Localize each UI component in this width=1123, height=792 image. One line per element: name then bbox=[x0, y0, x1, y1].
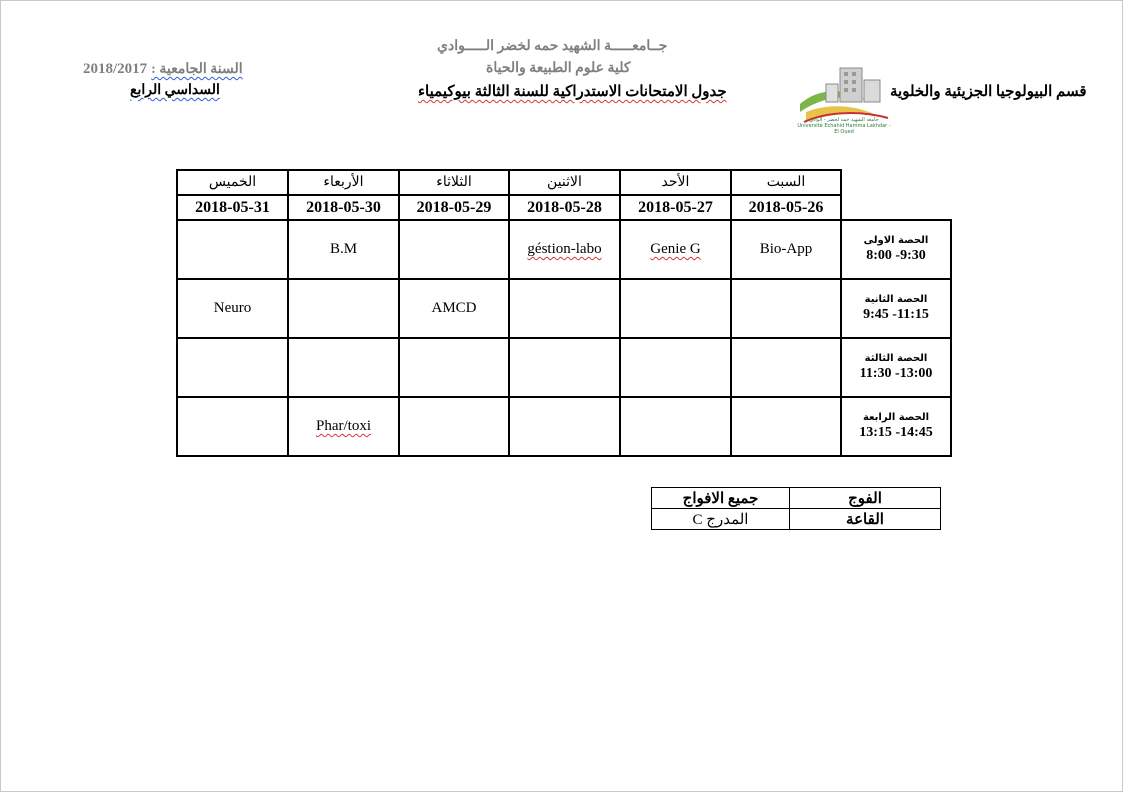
slot-label: الحصة الاولى bbox=[863, 235, 929, 246]
slot-header bbox=[841, 220, 951, 279]
exam-cell bbox=[620, 220, 731, 279]
exam-cell bbox=[177, 338, 288, 397]
department-name: قسم البيولوجيا الجزيئية والخلوية bbox=[890, 84, 1087, 100]
exam-cell bbox=[620, 338, 731, 397]
exam-cell bbox=[620, 279, 731, 338]
exam-cell bbox=[509, 338, 620, 397]
date-header: 2018-05-27 bbox=[620, 195, 731, 220]
exam-cell-text: Genie G bbox=[650, 241, 701, 257]
academic-year-label: السنة الجامعية : bbox=[151, 62, 243, 77]
day-header: الثلاثاء bbox=[399, 170, 509, 195]
room-row bbox=[652, 509, 941, 530]
date-header: 2018-05-30 bbox=[288, 195, 399, 220]
exam-cell bbox=[288, 397, 399, 456]
slot-time: 9:45 -11:15 bbox=[863, 307, 929, 322]
day-header: السبت bbox=[731, 170, 841, 195]
group-value: جميع الافواج bbox=[652, 488, 790, 509]
slot-label: الحصة الرابعة bbox=[862, 412, 930, 423]
slot-time: 13:15 -14:45 bbox=[859, 425, 933, 440]
exam-cell bbox=[509, 397, 620, 456]
day-header: الأحد bbox=[620, 170, 731, 195]
academic-year bbox=[83, 60, 243, 78]
schedule-table bbox=[176, 169, 952, 457]
corner-cell bbox=[841, 195, 951, 220]
university-name: جــامعـــــة الشهيد حمه لخضر الـــــوادي bbox=[437, 39, 668, 54]
exam-cell bbox=[731, 338, 841, 397]
academic-year-value: 2018/2017 bbox=[83, 61, 148, 77]
exam-cell-text: géstion-labo bbox=[527, 241, 602, 257]
exam-cell bbox=[177, 397, 288, 456]
exam-cell bbox=[288, 338, 399, 397]
dates-row bbox=[177, 195, 951, 220]
group-room-table bbox=[651, 487, 941, 530]
exam-cell bbox=[177, 220, 288, 279]
exam-cell bbox=[399, 397, 509, 456]
slot-header bbox=[841, 397, 951, 456]
room-value: المدرج C bbox=[652, 509, 790, 530]
exam-cell-text: Phar/toxi bbox=[316, 418, 371, 434]
group-row bbox=[652, 488, 941, 509]
days-row bbox=[177, 170, 951, 195]
faculty-name: كلية علوم الطبيعة والحياة bbox=[486, 61, 631, 76]
day-header: الأربعاء bbox=[288, 170, 399, 195]
schedule-title-text: جدول الامتحانات الاستدراكية للسنة الثالثة بيوكيمياء bbox=[418, 84, 727, 100]
exam-cell bbox=[509, 220, 620, 279]
semester-text: السداسي الرابع bbox=[130, 83, 220, 98]
exam-cell bbox=[731, 397, 841, 456]
slot-time: 11:30 -13:00 bbox=[859, 366, 933, 381]
exam-cell bbox=[399, 220, 509, 279]
slot-header bbox=[841, 279, 951, 338]
group-label: الفوج bbox=[790, 488, 941, 509]
corner-cell bbox=[841, 170, 951, 195]
date-header: 2018-05-26 bbox=[731, 195, 841, 220]
date-header: 2018-05-31 bbox=[177, 195, 288, 220]
date-header: 2018-05-29 bbox=[399, 195, 509, 220]
room-label: القاعة bbox=[790, 509, 941, 530]
group-room-info bbox=[651, 487, 941, 530]
exam-cell bbox=[509, 279, 620, 338]
day-header: الخميس bbox=[177, 170, 288, 195]
logo-caption bbox=[796, 117, 892, 135]
exam-cell bbox=[731, 279, 841, 338]
date-header: 2018-05-28 bbox=[509, 195, 620, 220]
exam-schedule bbox=[176, 169, 952, 457]
slot-row bbox=[177, 397, 951, 456]
exam-cell bbox=[288, 279, 399, 338]
exam-cell bbox=[399, 338, 509, 397]
slot-label: الحصة الثانية bbox=[864, 294, 928, 305]
day-header: الاثنين bbox=[509, 170, 620, 195]
exam-cell: B.M bbox=[288, 220, 399, 279]
logo-caption-ar: جامعة الشهيد حمه لخضر - الوادي bbox=[809, 117, 879, 123]
slot-row bbox=[177, 220, 951, 279]
slot-row bbox=[177, 338, 951, 397]
schedule-title bbox=[418, 82, 727, 101]
exam-cell: Neuro bbox=[177, 279, 288, 338]
exam-cell: AMCD bbox=[399, 279, 509, 338]
exam-cell: Bio-App bbox=[731, 220, 841, 279]
slot-time: 8:00 -9:30 bbox=[866, 248, 926, 263]
slot-row bbox=[177, 279, 951, 338]
slot-label: الحصة الثالثة bbox=[864, 353, 928, 364]
exam-cell bbox=[620, 397, 731, 456]
semester bbox=[130, 82, 220, 99]
logo-building bbox=[840, 68, 862, 102]
slot-header bbox=[841, 338, 951, 397]
logo-caption-fr: Université Echahid Hamma Lakhdar - El Oued bbox=[797, 123, 891, 135]
